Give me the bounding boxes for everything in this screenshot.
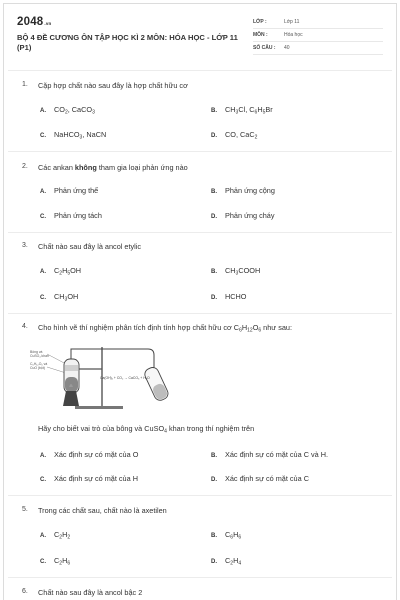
question-text: Cặp hợp chất nào sau đây là hợp chất hữu cơ <box>38 81 188 90</box>
label-cotton: Bông và <box>30 350 43 354</box>
divider <box>8 577 392 578</box>
divider <box>8 70 392 71</box>
option-d[interactable]: D. $C_2H_4$ <box>211 556 242 567</box>
option-d[interactable]: D. Xác định sự có mặt của C <box>211 474 309 483</box>
reaction-equation: Ca(OH)₂ + CO₂ → CaCO₃ + H₂O <box>100 376 150 380</box>
document-meta <box>253 16 383 55</box>
question-text: Chất nào sau đây là ancol bậc 2 <box>38 588 143 597</box>
option-c[interactable]: C. $C_2H_6$ <box>40 556 71 567</box>
option-b[interactable]: B. Phản ứng cộng <box>211 186 275 195</box>
option-a[interactable]: A. $C_2H_2$ <box>40 530 71 541</box>
option-c[interactable]: C. Xác định sự có mặt của H <box>40 474 138 483</box>
option-a[interactable]: A. $C_2H_5OH$ <box>40 266 82 277</box>
option-a[interactable]: A. Xác định sự có mặt của O <box>40 450 139 459</box>
question-text: Chất nào sau đây là ancol etylic <box>38 242 142 251</box>
option-d[interactable]: D. CO, CaC$_2$ <box>211 130 258 141</box>
question-number: 6. <box>22 588 28 595</box>
option-b[interactable]: B. $C_6H_6$ <box>211 530 242 541</box>
site-logo[interactable]: 2048.vn <box>17 16 52 28</box>
option-b[interactable]: B. $CH_3COOH$ <box>211 266 261 277</box>
divider <box>8 313 392 314</box>
option-d[interactable]: D. HCHO <box>211 292 247 301</box>
question-subtext: Hãy cho biết vai trò của bông và CuSO$_4$ khan trong thí nghiệm trên <box>38 424 255 435</box>
option-c[interactable]: C. $CH_3OH$ <box>40 292 79 303</box>
question-text: Cho hình vẽ thí nghiệm phân tích định tính hợp chất hữu cơ $C_6H_{12}O_6$ như sau: <box>38 323 293 334</box>
document-title: BỘ 4 ĐỀ CƯƠNG ÔN TẬP HỌC KÌ 2 MÔN: HÓA HỌC - LỚP 11 (P1) <box>17 33 238 52</box>
label-cuo: CuO (bột) <box>30 366 45 370</box>
option-d[interactable]: D. Phản ứng cháy <box>211 211 275 220</box>
divider <box>8 232 392 233</box>
question-number: 3. <box>22 242 28 249</box>
meta-row-class: LỚP : Lớp 11 <box>253 16 383 29</box>
option-c[interactable]: C. NaHCO$_3$, NaCN <box>40 130 107 141</box>
meta-row-subject: MÔN : Hóa học <box>253 29 383 42</box>
question-text: Trong các chất sau, chất nào là axetilen <box>38 506 167 515</box>
option-b[interactable]: B. Xác định sự có mặt của C và H. <box>211 450 329 459</box>
option-c[interactable]: C. Phản ứng tách <box>40 211 102 220</box>
question-number: 5. <box>22 506 28 513</box>
option-a[interactable]: A. Phản ứng thế <box>40 186 99 195</box>
option-b[interactable]: B. $CH_3Cl$, $C_6H_5Br$ <box>211 105 273 116</box>
label-cuso4: CuSO₄ khan <box>30 354 49 358</box>
label-glucose: C₆H₁₂O₆ và <box>30 362 48 366</box>
option-a[interactable]: A. $CO_2$, CaCO$_3$ <box>40 105 95 116</box>
question-number: 4. <box>22 323 28 330</box>
divider <box>8 495 392 496</box>
question-text: Các ankan không tham gia loại phản ứng nào <box>38 163 188 172</box>
question-number: 2. <box>22 163 28 170</box>
meta-row-question-count: SỐ CÂU : 40 <box>253 42 383 55</box>
question-number: 1. <box>22 81 28 88</box>
experiment-diagram <box>30 343 190 413</box>
divider <box>8 151 392 152</box>
